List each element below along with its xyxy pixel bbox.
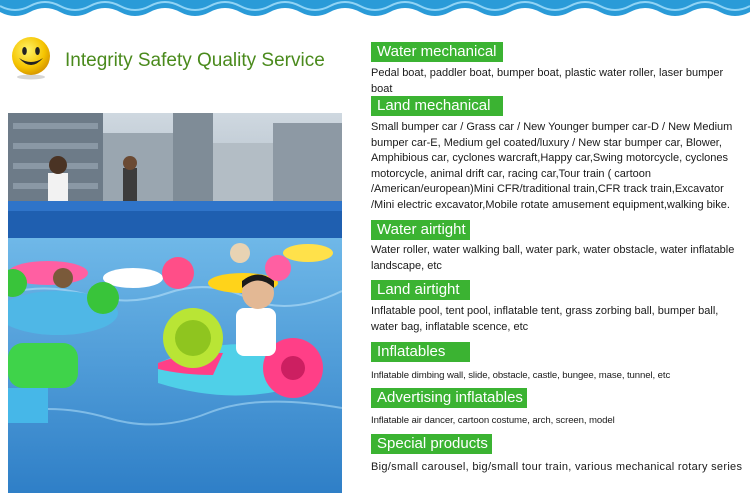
top-wave-border bbox=[0, 0, 750, 22]
category-title-special-products: Special products bbox=[371, 434, 492, 454]
category-desc-water-mechanical: Pedal boat, paddler boat, bumper boat, plastic water roller, laser bumper boat bbox=[371, 67, 724, 95]
category-title-water-mechanical: Water mechanical bbox=[371, 42, 503, 62]
product-photo bbox=[8, 113, 342, 493]
smiley-face-icon bbox=[9, 36, 53, 80]
company-slogan: Integrity Safety Quality Service bbox=[65, 50, 325, 71]
category-title-land-airtight: Land airtight bbox=[371, 280, 470, 300]
category-title-water-airtight: Water airtight bbox=[371, 220, 470, 240]
category-title-advertising-inflatables: Advertising inflatables bbox=[371, 388, 527, 408]
category-desc-water-airtight: Water roller, water walking ball, water park, water obstacle, water inflatable landscape, etc bbox=[371, 244, 735, 272]
category-desc-land-mechanical: Small bumper car / Grass car / New Younger bumper car-D / New Medium bumper car-E, Medium gel coated/luxury / New star bumper car, Blower, Amphibious car, cyclones warcraft,Happy car,Swing motorcycle, cyclones motorcycle, animal drift car, racing car,Tour train ( cartoon /American/european)Mini CFR/traditional train,CFR track train,Excavator /Mini electric excavator,Mobile rotate amusement equipment,walking bike. bbox=[371, 121, 733, 211]
category-title-inflatables: Inflatables bbox=[371, 342, 470, 362]
category-title-land-mechanical: Land mechanical bbox=[371, 96, 503, 116]
category-desc-land-airtight: Inflatable pool, tent pool, inflatable tent, grass zorbing ball, bumper ball, water bag, inflatable scence, etc bbox=[371, 305, 719, 333]
category-desc-special-products: Big/small carousel, big/small tour train, various mechanical rotary series bbox=[371, 461, 743, 473]
category-desc-inflatables: Inflatable dimbing wall, slide, obstacle, castle, bungee, mase, tunnel, etc bbox=[371, 370, 671, 381]
category-desc-advertising-inflatables: Inflatable air dancer, cartoon costume, arch, screen, model bbox=[371, 415, 615, 426]
